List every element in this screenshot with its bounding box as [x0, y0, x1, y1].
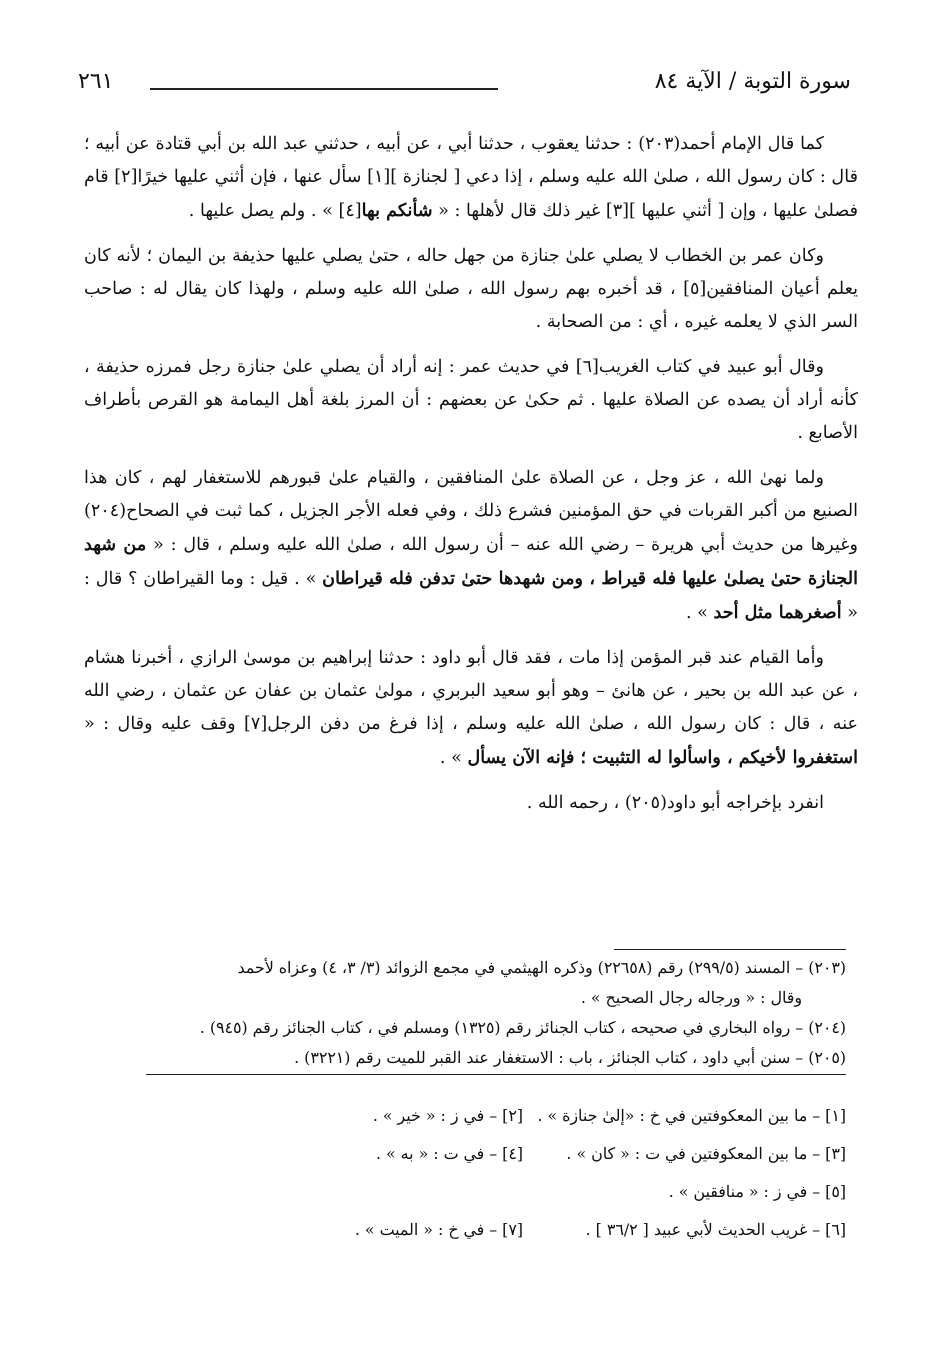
text-run: وقال أبو عبيد في كتاب الغريب: [598, 357, 824, 377]
variant-note: [٥] – في ز : « منافقين » .: [668, 1182, 846, 1201]
header-rule: [150, 88, 498, 90]
variant-row: [200, 1216, 846, 1244]
text-run: وأما القيام عند قبر المؤمن إذا مات ، فقد قال أبو داود : حدثنا إبراهيم بن موسىٰ الرازي ، أخبرنا هشام ، عن عبد الله بن بحير ، عن هانئ – وهو أبو سعيد البربري ، مولىٰ عثمان بن عفان عن عثمان ، رضي الله عنه ، قال : كان رسول الله ، صلىٰ الله عليه وسلم ، إذا فرغ من دفن الرجل: [84, 648, 858, 734]
text-run: سأل عنها ، فإن أثني عليها خيرًا: [137, 167, 368, 187]
text-run: (٢٠٤): [84, 501, 127, 521]
variant-row: [200, 1140, 846, 1168]
text-run: ، رحمه الله .: [526, 793, 625, 813]
text-run: ، قد أخبره بهم رسول الله ، صلىٰ الله عليه وسلم ، ولهذا كان يقال له : صاحب السر الذي لا يعلمه غيره ، أي : من الصحابة .: [84, 279, 858, 332]
variant-note: [٢] – في ز : « خير » .: [372, 1106, 523, 1125]
text-run: [٥]: [683, 279, 707, 299]
variant-note: [٦] – غريب الحديث لأبي عبيد [ ٣٦/٢ ] .: [585, 1220, 846, 1239]
variant-row: [200, 1178, 846, 1206]
quoted-hadith-text: استغفروا لأخيكم ، واسألوا له التثبيت ؛ فإنه الآن يسأل: [467, 747, 858, 768]
text-run: » . ولم يصل عليها .: [188, 201, 339, 221]
text-run: [٢]: [114, 167, 138, 187]
variant-note: [200, 1178, 523, 1206]
text-run: في حديث عمر : إنه أراد أن يصلي علىٰ جنازة رجل فمرزه حذيفة ، كأنه أراد أن يصده عن الصلاة عليها . ثم حكىٰ عن بعضهم : أن المرز بلغة أهل اليمامة هو القرص بأطراف الأصابع .: [84, 357, 858, 443]
text-run: (٢٠٥): [624, 793, 668, 813]
footnote-line: (٢٠٥) – سنن أبي داود ، كتاب الجنائز ، باب : الاستغفار عند القبر للميت رقم (٣٢٢١) .: [294, 1048, 846, 1067]
paragraph: [84, 240, 858, 339]
text-run: وقف عليه وقال : «: [84, 714, 245, 734]
text-run: [٦]: [575, 357, 599, 377]
page-number: ٢٦١: [78, 69, 114, 94]
footnote-line: (٢٠٤) – رواه البخاري في صحيحه ، كتاب الجنائز رقم (١٣٢٥) ومسلم في ، كتاب الجنائز رقم (٩٤٥) .: [199, 1018, 846, 1037]
text-run: وغيرها من حديث أبي هريرة – رضي الله عنه – أن رسول الله ، صلىٰ الله عليه وسلم ، قال : «: [146, 535, 858, 555]
running-header-title: سورة التوبة / الآية ٨٤: [654, 69, 851, 94]
quoted-hadith-text: أصغرهما مثل أحد: [713, 602, 842, 623]
text-run: غير ذلك قال لأهلها : «: [432, 201, 606, 221]
text-run: [٤]: [338, 201, 362, 221]
variant-notes: [200, 1102, 846, 1254]
text-run: ولما نهىٰ الله ، عز وجل ، عن الصلاة علىٰ المنافقين ، والقيام علىٰ قبورهم للاستغفار لهم ، كان هذا الصنيع من أكبر القربات في حق المؤمنين فشرع ذلك ، وفي فعله الأجر الجزيل ، كما ثبت في الصحاح: [84, 468, 858, 521]
text-run: (٢٠٣): [638, 134, 681, 154]
text-run: وكان عمر بن الخطاب لا يصلي علىٰ جنازة من جهل حاله ، حتىٰ يصلي عليها حذيفة بن اليمان ؛ لأنه كان يعلم أعيان المنافقين: [84, 246, 858, 299]
text-run: » . قيل : وما القيراطان ؟ قال : «: [84, 569, 858, 623]
closing-paragraph: [84, 787, 858, 820]
footnote-bottom-rule: [146, 1074, 846, 1075]
text-run: [٧]: [244, 714, 268, 734]
text-run: [٣]: [605, 201, 630, 221]
variant-note: [١] – ما بين المعكوفتين في خ : «إلىٰ جنازة » .: [537, 1106, 846, 1125]
footnote-line: وقال : « ورجاله رجال الصحيح » .: [580, 988, 802, 1007]
quoted-hadith-text: شأنكم بها: [361, 200, 433, 221]
variant-note: [٣] – ما بين المعكوفتين في ت : « كان » .: [566, 1144, 846, 1163]
variant-row: [200, 1102, 846, 1130]
text-run: انفرد بإخراجه أبو داود: [667, 793, 824, 813]
variant-note: [٤] – في ت : « به » .: [375, 1144, 523, 1163]
quoted-hadith-text: من شهد الجنازة حتىٰ يصلىٰ عليها فله قيراط ، ومن شهدها حتىٰ تدفن فله قيراطان: [84, 534, 858, 589]
footnote-line: (٢٠٣) – المسند (٢٩٩/٥) رقم (٢٢٦٥٨) وذكره الهيثمي في مجمع الزوائد (٣/ ٣، ٤) وعزاه لأحمد: [237, 958, 846, 977]
text-run: : حدثنا يعقوب ، حدثنا أبي ، عن أبيه ، حدثني عبد الله بن أبي قتادة عن أبيه ؛ قال : كان رسول الله ، صلىٰ الله عليه وسلم ، إذا دعي [ لجنازة ]: [84, 134, 858, 187]
text-run: قام فصلىٰ عليها ، وإن [ أثني عليها ]: [84, 167, 858, 221]
main-text: [84, 128, 858, 832]
text-run: كما قال الإمام أحمد: [680, 134, 824, 154]
variant-note: [٧] – في خ : « الميت » .: [354, 1220, 523, 1239]
paragraph: [84, 462, 858, 630]
text-run: » .: [439, 748, 468, 768]
footnotes: [86, 954, 846, 1075]
paragraph: [84, 128, 858, 228]
footnote-rule: [614, 949, 846, 950]
text-run: [١]: [367, 167, 391, 187]
paragraph: [84, 642, 858, 775]
text-run: » .: [685, 603, 714, 623]
paragraph: [84, 351, 858, 450]
